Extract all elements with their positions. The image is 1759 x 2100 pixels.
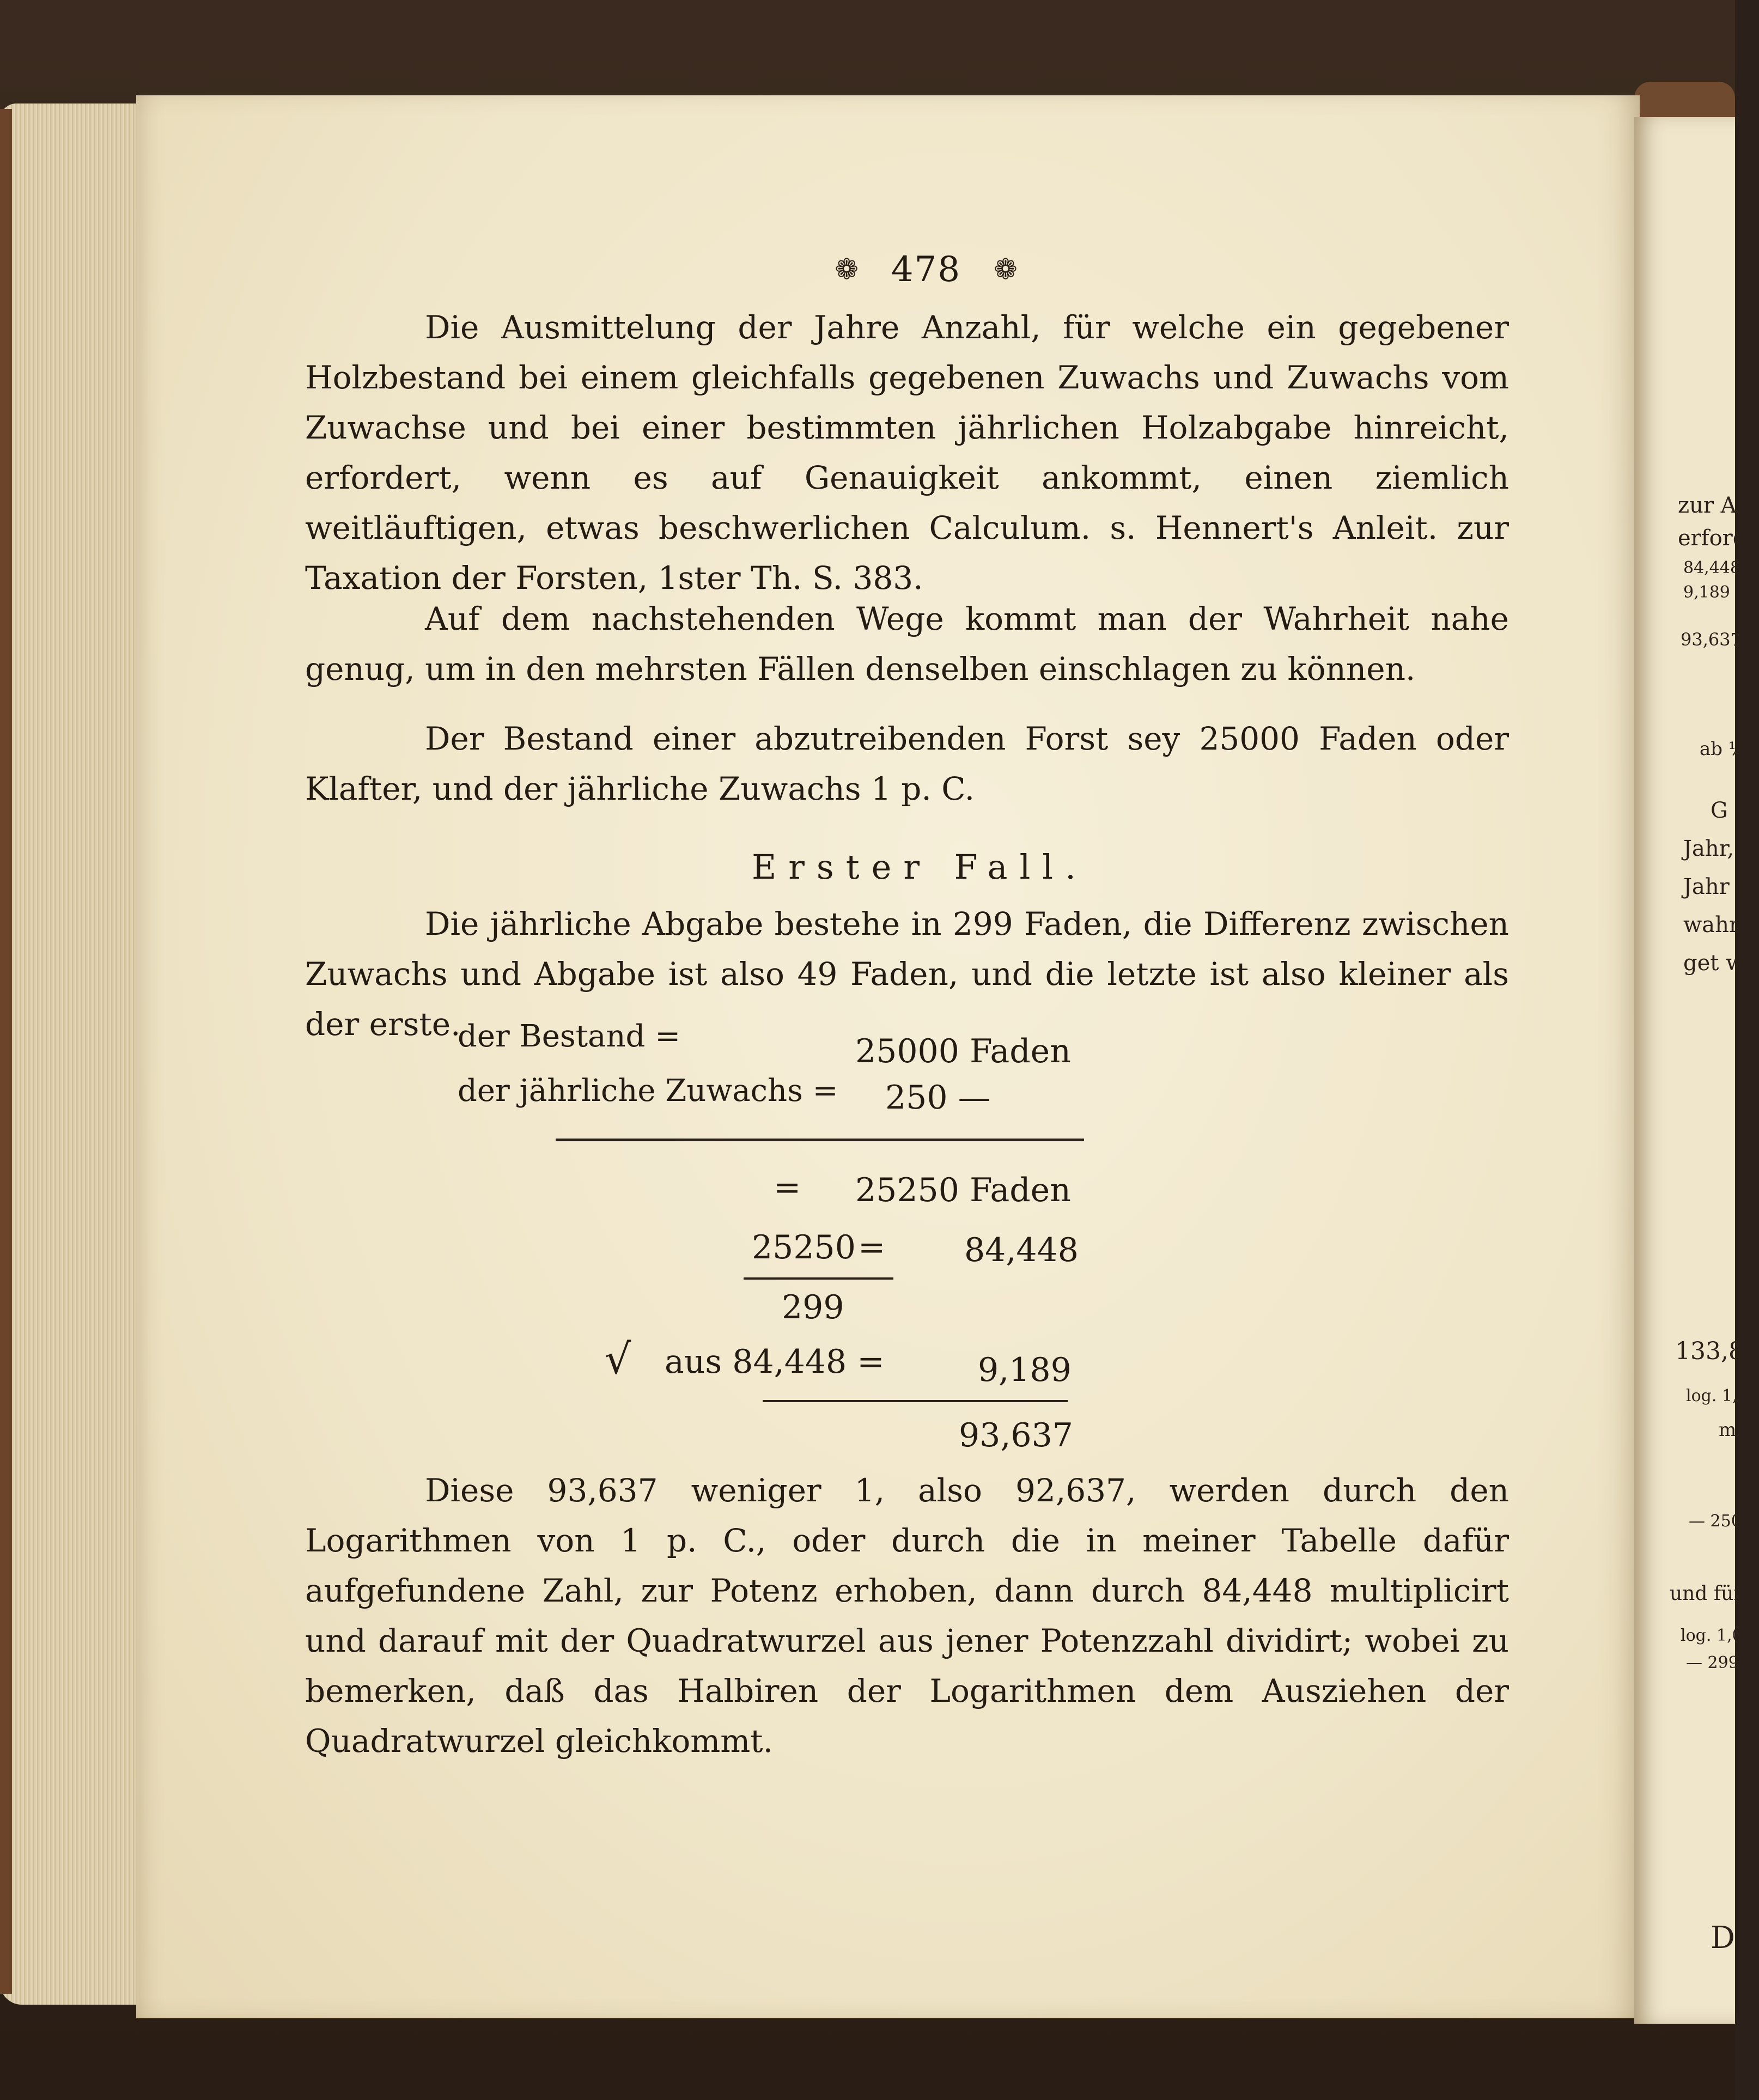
page-header xyxy=(774,248,1079,291)
page-number: 478 xyxy=(891,249,961,290)
right-page-line: wahre xyxy=(1683,912,1752,938)
sqrt-icon: √ xyxy=(605,1335,631,1383)
right-page-line: G xyxy=(1711,798,1728,823)
right-page-line: und für xyxy=(1670,1582,1743,1605)
right-page-line: Jahr z xyxy=(1683,874,1748,899)
total-value: 93,637 xyxy=(959,1416,1073,1454)
right-page-line: Jahr, xyxy=(1683,836,1734,861)
paragraph-3: Der Bestand einer abzutreibenden Forst sey 25000 Faden oder Klafter, und der jährliche Zuwachs 1 p. C. xyxy=(305,720,1509,807)
fraction-bar xyxy=(744,1277,893,1280)
fraction-eq: = xyxy=(858,1228,886,1267)
fraction-denominator: 299 xyxy=(782,1288,844,1326)
binding-left xyxy=(0,109,12,1994)
paragraph-4: Die jährliche Abgabe bestehe in 299 Faden, die Differenz zwischen Zuwachs und Abgabe ist also 49 Faden, und die letzte ist also kleiner als der erste. xyxy=(305,905,1509,1043)
fraction-numerator: 25250 xyxy=(752,1228,856,1267)
zuwachs-value: 250 — xyxy=(885,1079,991,1117)
total-rule xyxy=(763,1400,1068,1402)
right-page-line: zur A xyxy=(1678,493,1737,518)
right-page-line: D xyxy=(1711,1920,1735,1956)
right-page-line: log. 1, xyxy=(1686,1386,1738,1405)
page-right-fragment xyxy=(1634,117,1759,2024)
paragraph-5: Diese 93,637 weniger 1, also 92,637, werden durch den Logarithmen von 1 p. C., oder durch die in meiner Tabelle dafür aufgefundene Zahl, zur Potenz erhoben, dann durch 84,448 multiplicirt und darauf mit der Quadratwurzel aus jener Potenzzahl dividirt; wobei zu bemerken, daß das Halbiren der Logarithmen dem Ausziehen der Quadratwurzel gleichkommt. xyxy=(305,1472,1509,1760)
right-page-line: ab ½ xyxy=(1700,738,1746,760)
sum-rule xyxy=(556,1139,1084,1141)
right-page-line: — 250 xyxy=(1689,1512,1742,1531)
right-page-line: log. 1,0 xyxy=(1681,1626,1743,1645)
right-page-line: 84,448 xyxy=(1683,558,1740,577)
fraction-value: 84,448 xyxy=(964,1231,1079,1269)
bestand-value: 25000 Faden xyxy=(855,1032,1071,1070)
paragraph-2: Auf dem nachstehenden Wege kommt man der Wahrheit nahe genug, um in den mehrsten Fällen denselben einschlagen zu können. xyxy=(305,600,1509,687)
section-heading: Erster Fall. xyxy=(752,847,1088,887)
paragraph-1: Die Ausmittelung der Jahre Anzahl, für welche ein gegebener Holzbestand bei einem gleichfalls gegebenen Zuwachs und Zuwachs vom Zuwachse und bei einer bestimmten jährlichen Holzabgabe hinreicht, erfordert, wenn es auf Genauigkeit ankommt, einen ziemlich weitläuftigen, etwas beschwerlichen Calculum. s. Hennert's Anleit. zur Taxation der Forsten, 1ster Th. S. 383. xyxy=(305,309,1509,596)
right-page-line: m xyxy=(1719,1419,1737,1441)
sqrt-label: aus 84,448 = xyxy=(665,1343,885,1381)
right-page-line: get we xyxy=(1683,951,1757,976)
right-page-line: 9,189 xyxy=(1683,583,1730,602)
right-page-line: — 299 xyxy=(1686,1653,1739,1672)
right-page-line: 93,637 xyxy=(1681,629,1742,650)
sum-eq: = xyxy=(774,1168,801,1207)
zuwachs-label: der jährliche Zuwachs = xyxy=(458,1073,838,1109)
sum-value: 25250 Faden xyxy=(855,1171,1071,1209)
sqrt-value: 9,189 xyxy=(978,1351,1072,1389)
ornament-right-icon: ❁ xyxy=(994,253,1018,286)
right-page-line: erford xyxy=(1678,526,1747,551)
ornament-left-icon: ❁ xyxy=(835,253,859,286)
right-page-line: 133,89 xyxy=(1675,1337,1759,1365)
bestand-label: der Bestand = xyxy=(458,1019,681,1054)
